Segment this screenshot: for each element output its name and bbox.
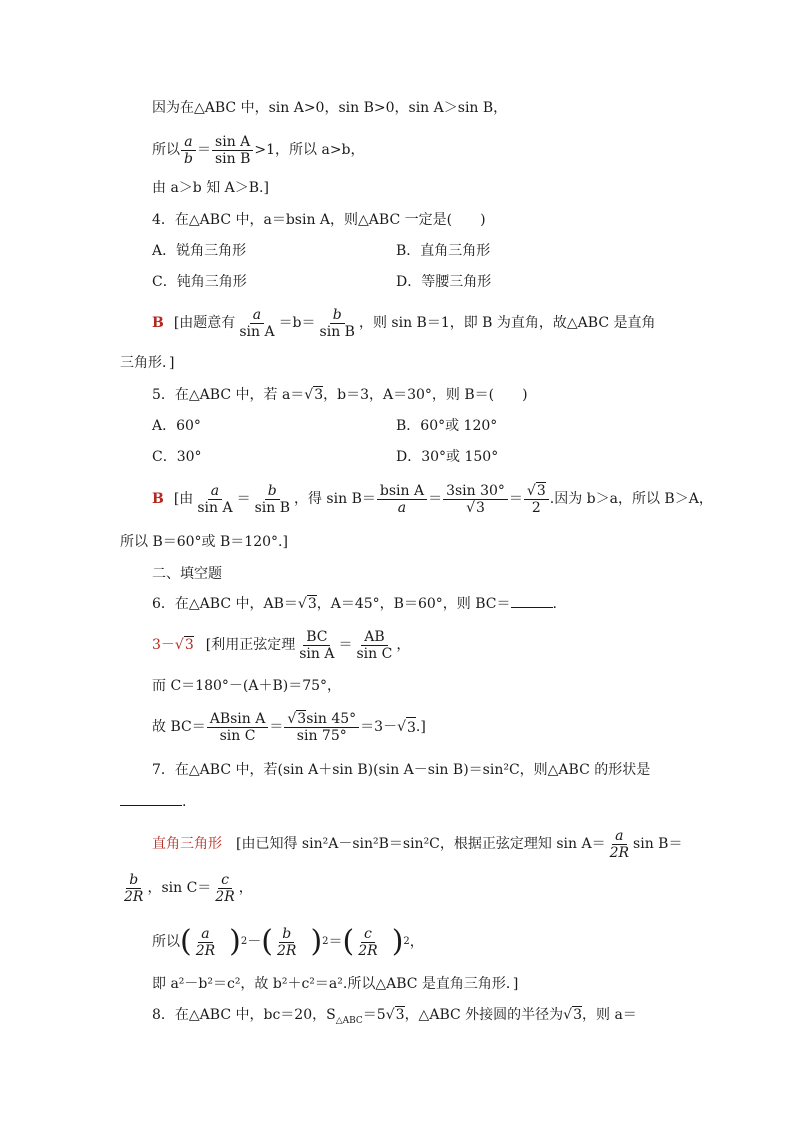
ratio-prefix: 所以 <box>152 142 180 158</box>
q6-line-BC: 故 BC＝ $\frac{\text{ABsin A}}{\text{sin C}}$ ＝ $\frac{√3\sin 45^\circ}{\sin 75^\circ}$ ＝3－ √ 3 .] <box>152 710 426 744</box>
question-4-stem: 4．在△ABC 中，a＝bsin A，则△ABC 一定是( ) <box>152 212 486 228</box>
q4-option-d: D．等腰三角形 <box>396 274 492 290</box>
q7-fraction-b-2R-sq: $\frac{b}{2R}$ <box>276 925 297 959</box>
q5-option-c: C．30° <box>152 449 202 465</box>
q4-option-a: A．锐角三角形 <box>152 243 247 259</box>
q6-fraction-BC-sinA: $\frac{BC}{\text{sin A}}$ <box>299 628 335 662</box>
q5-option-a: A．60° <box>152 418 201 434</box>
question-8-stem: 8．在△ABC 中，bc＝20，$S_{\triangle ABC}=5√3$，△ABC 外接圆的半径为√3，则 a＝ <box>152 1007 637 1026</box>
q5-fraction-sqrt3-2: $\frac{√3}{2}$ <box>524 483 549 516</box>
q7-fraction-b-2R: $\frac{b}{2R}$ <box>124 871 144 905</box>
solution-line-ratio <box>152 130 365 170</box>
q7-fraction-a-2R: $\frac{a}{2R}$ <box>609 827 630 861</box>
q6-fraction-ABsinA-sinC: $\frac{\text{ABsin A}}{\text{sin C}}$ <box>207 711 269 744</box>
q6-answer: 3－√3 <box>152 637 194 653</box>
q7-answer: 直角三角形 <box>152 836 222 852</box>
q4-fraction-b-over-sinB: $\frac{b}{\text{sin B}}$ <box>319 306 355 340</box>
q6-fraction-AB-sinC: $\frac{AB}{\text{sin C}}$ <box>356 628 393 662</box>
q5-option-d: D．30°或 150° <box>396 449 499 465</box>
q7-line2: $\frac{b}{2R}$ ，sin C＝ $\frac{c}{2R}$ ， <box>120 868 253 908</box>
q5-fraction-3sin30-sqrt3: $\frac{3\sin 30^\circ}{√3}$ <box>443 483 508 516</box>
q5-option-b: B．60°或 120° <box>396 418 498 434</box>
q7-blank: . <box>120 792 186 812</box>
q7-solution: 直角三角形 [由已知得 sin²A－sin²B＝sin²C，根据正弦定理知 sin A＝ $\frac{a}{2R}$ sin B＝ <box>152 827 683 861</box>
q4-solution-end: 三角形．] <box>120 355 175 371</box>
q7-line4: 即 a²－b²＝c²，故 b²＋c²＝a².所以△ABC 是直角三角形．] <box>152 976 519 992</box>
fraction-a-over-b: $\frac{a}{b}$ <box>181 134 196 167</box>
q7-fraction-c-2R-sq: $\frac{c}{2R}$ <box>358 925 378 959</box>
q4-fraction-a-over-sinA: $\frac{a}{\text{sin A}}$ <box>239 306 275 340</box>
equals-sign: ＝ <box>196 142 211 158</box>
question-6-stem: 6．在△ABC 中，AB＝√3，A＝45°，B＝60°，则 BC＝ . <box>152 596 557 612</box>
q4-answer: B <box>152 315 164 331</box>
q7-fraction-a-2R-sq: $\frac{a}{2R}$ <box>195 925 216 959</box>
q4-option-c: C．钝角三角形 <box>152 274 247 290</box>
section-fill-in-title: 二、填空题 <box>152 566 222 582</box>
fraction-sinA-over-sinB: $\frac{\text{sin A}}{\text{sin B}}$ <box>212 134 253 167</box>
q6-line-angle-C: 而 C＝180°－(A＋B)＝75°， <box>152 678 342 694</box>
q6-fraction-sqrt3sin45-sin75: $\frac{√3\sin 45^\circ}{\sin 75^\circ}$ <box>284 711 359 744</box>
q6-solution: 3－√3 [利用正弦定理 $\frac{BC}{\text{sin A}}$ ＝ $\frac{AB}{\text{sin C}}$ ， <box>152 628 411 662</box>
question-7-stem: 7．在△ABC 中，若(sin A＋sin B)(sin A－sin B)＝sin²C，则△ABC 的形状是 <box>152 762 651 778</box>
q4-sol-prefix: [由题意有 <box>173 315 236 331</box>
q5-solution: B [由 $\frac{a}{\text{sin A}}$ ＝ $\frac{b}{\text{sin B}}$ ，得 sin B＝ $\frac{\text{bsin A}}{a}$ ＝ $\frac{3\sin 30^\circ}{√3}$ ＝ $\frac{√3}{2}$ .因为 b＞a，所以 B＞A， <box>152 482 713 516</box>
q4-sol-mid: ＝b＝ <box>278 315 316 331</box>
q5-solution-end: 所以 B＝60°或 B＝120°.] <box>120 534 288 550</box>
q5-fraction-a-sinA: $\frac{a}{\text{sin A}}$ <box>197 482 233 516</box>
q5-fraction-b-sinB: $\frac{b}{\text{sin B}}$ <box>254 482 290 516</box>
solution-line-sin-positive: 因为在△ABC 中，sin A>0，sin B>0，sin A＞sin B， <box>152 100 508 116</box>
q7-line3: 所以 ( $\frac{a}{2R}$ ) 2 － ( $\frac{b}{2R}$ ) 2 ＝ ( $\frac{c}{2R}$ ) 2 ， <box>152 924 424 959</box>
ratio-suffix: >1，所以 a>b， <box>254 142 365 158</box>
q4-solution <box>152 303 656 343</box>
question-5-stem: 5．在△ABC 中，若 a＝√3，b＝3，A＝30°，则 B＝( ) <box>152 387 528 403</box>
q4-sol-post: ，则 sin B＝1，即 B 为直角，故△ABC 是直角 <box>358 315 656 331</box>
q7-fraction-c-2R: $\frac{c}{2R}$ <box>215 871 235 905</box>
solution-line-conclusion: 由 a＞b 知 A＞B.] <box>152 180 269 196</box>
q5-fraction-bsinA-a: $\frac{\text{bsin A}}{a}$ <box>377 483 427 516</box>
q4-option-b: B．直角三角形 <box>396 243 491 259</box>
q5-answer: B <box>152 491 164 507</box>
